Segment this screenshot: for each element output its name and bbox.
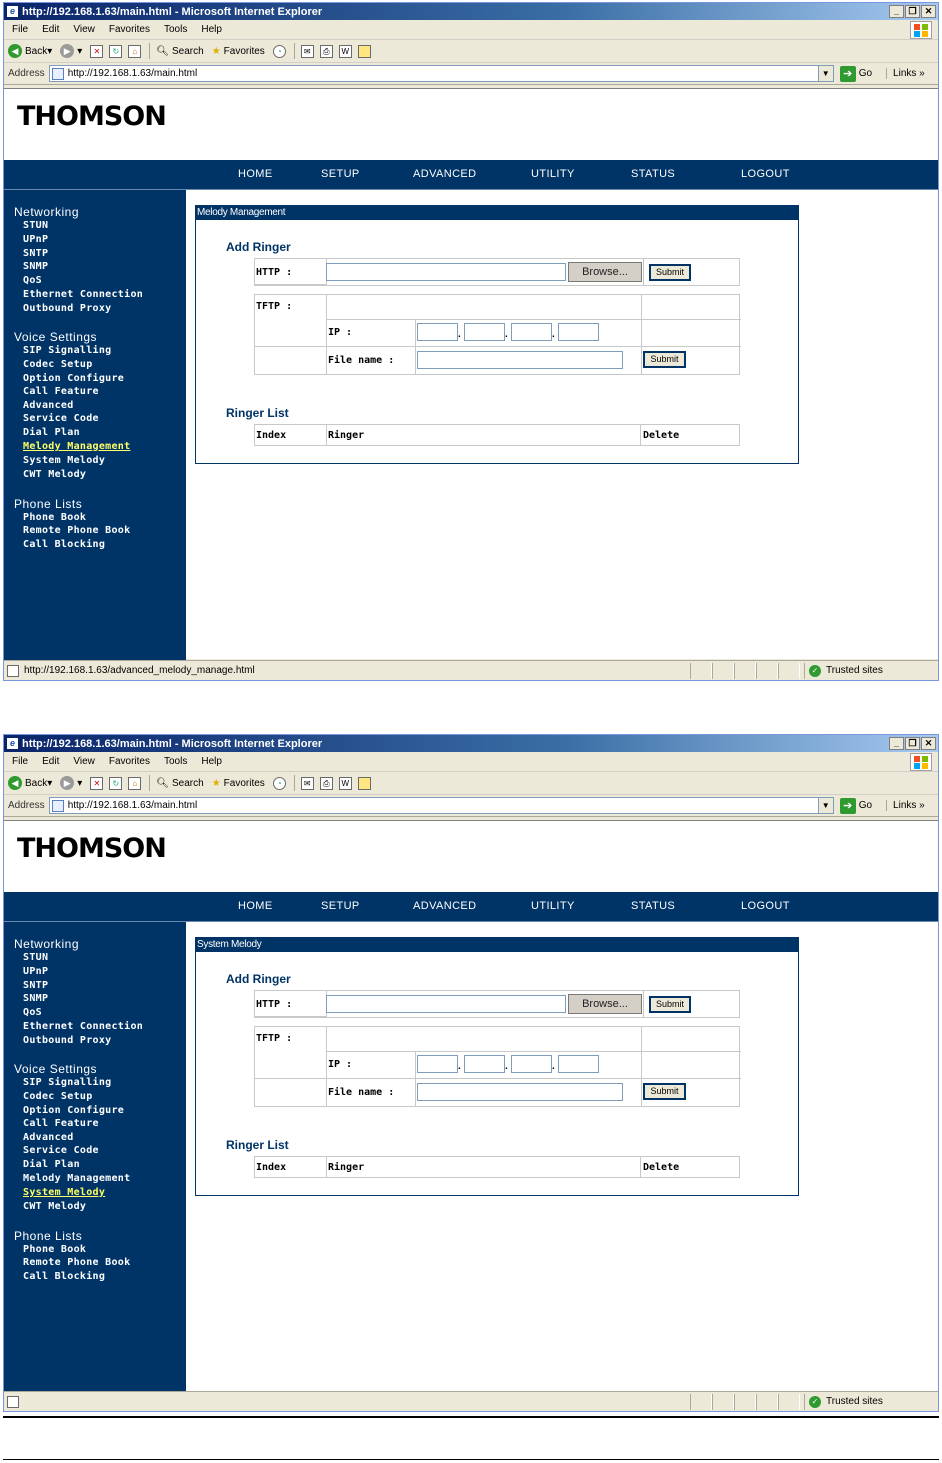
history-icon[interactable]: ◔ xyxy=(273,45,286,58)
ip-octet-4-input[interactable] xyxy=(558,323,599,341)
browse-button[interactable]: Browse... xyxy=(568,262,642,282)
http-submit-button[interactable]: Submit xyxy=(649,996,691,1013)
add-ringer-heading: Add Ringer xyxy=(226,972,291,986)
sidebar-item-melody-management[interactable]: Melody Management xyxy=(23,441,131,452)
sidebar-item-snmp[interactable]: SNMP xyxy=(23,993,49,1004)
melody-panel xyxy=(195,205,799,464)
edit-icon[interactable]: W xyxy=(339,777,352,790)
star-icon: ★ xyxy=(211,45,221,57)
sidebar-item-system-melody[interactable]: System Melody xyxy=(23,455,106,466)
menu-help[interactable]: Help xyxy=(201,756,222,767)
nav-advanced[interactable]: ADVANCED xyxy=(413,168,477,180)
filename-input[interactable] xyxy=(417,1083,623,1101)
sidebar-item-qos[interactable]: QoS xyxy=(23,1007,42,1018)
ringer-list-heading: Ringer List xyxy=(226,1138,289,1152)
nav-setup[interactable]: SETUP xyxy=(321,900,360,912)
nav-home[interactable]: HOME xyxy=(238,168,273,180)
back-button[interactable]: ◀ Back ▾ xyxy=(8,44,52,58)
sidebar-item-upnp[interactable]: UPnP xyxy=(23,966,49,977)
sidebar-item-remote-phone-book[interactable]: Remote Phone Book xyxy=(23,1257,131,1268)
thomson-logo: THOMSON xyxy=(17,833,166,864)
status-bar xyxy=(4,660,938,680)
favorites-button[interactable]: ★ Favorites xyxy=(211,45,265,57)
menu-edit[interactable]: Edit xyxy=(42,24,60,35)
http-url-input[interactable] xyxy=(326,263,566,281)
check-icon: ✓ xyxy=(809,1396,821,1408)
status-bar xyxy=(4,1391,938,1411)
address-bar xyxy=(4,63,938,85)
print-icon[interactable]: ⎙ xyxy=(320,777,333,790)
ip-label: IP : xyxy=(328,1059,353,1070)
forward-button[interactable]: ▶ ▾ xyxy=(60,44,82,58)
sidebar-heading-voice: Voice Settings xyxy=(14,330,98,344)
menu-help[interactable]: Help xyxy=(201,24,222,35)
security-zone: ✓ Trusted sites xyxy=(804,1394,938,1410)
sidebar-item-advanced[interactable]: Advanced xyxy=(23,1132,74,1143)
sidebar-item-remote-phone-book[interactable]: Remote Phone Book xyxy=(23,525,131,536)
menu-view[interactable]: View xyxy=(73,756,95,767)
mail-icon[interactable]: ✉ xyxy=(301,45,314,58)
forward-arrow-icon: ▶ xyxy=(60,44,74,58)
ip-label: IP : xyxy=(328,327,353,338)
links-button[interactable]: Links » xyxy=(886,800,925,811)
add-ringer-heading: Add Ringer xyxy=(226,240,291,254)
sidebar-item-snmp[interactable]: SNMP xyxy=(23,261,49,272)
tftp-label: TFTP : xyxy=(256,1033,293,1044)
home-icon[interactable]: ⌂ xyxy=(128,45,141,58)
check-icon: ✓ xyxy=(809,665,821,677)
menu-edit[interactable]: Edit xyxy=(42,756,60,767)
back-button[interactable]: ◀ Back ▾ xyxy=(8,776,52,790)
page-content xyxy=(4,820,938,1391)
sidebar-item-outbound-proxy[interactable]: Outbound Proxy xyxy=(23,1035,112,1046)
sidebar-item-sntp[interactable]: SNTP xyxy=(23,248,49,259)
address-bar xyxy=(4,795,938,817)
sidebar-item-outbound-proxy[interactable]: Outbound Proxy xyxy=(23,303,112,314)
home-icon[interactable]: ⌂ xyxy=(128,777,141,790)
col-ringer: Ringer xyxy=(328,1162,365,1173)
sidebar-heading-networking: Networking xyxy=(14,205,80,219)
browse-button[interactable]: Browse... xyxy=(568,994,642,1014)
sidebar xyxy=(4,922,186,1392)
menu-file[interactable]: File xyxy=(12,24,29,35)
page-icon xyxy=(52,68,64,80)
nav-status[interactable]: STATUS xyxy=(631,168,676,180)
page-content xyxy=(4,88,938,659)
sidebar-item-melody-management[interactable]: Melody Management xyxy=(23,1173,131,1184)
sidebar-item-sntp[interactable]: SNTP xyxy=(23,980,49,991)
tftp-table: TFTP : IP : . . . File name : Submit xyxy=(254,1026,740,1107)
http-label: HTTP : xyxy=(256,267,293,278)
sidebar-item-codec[interactable]: Codec Setup xyxy=(23,1091,93,1102)
sidebar-item-cwt-melody[interactable]: CWT Melody xyxy=(23,469,87,480)
http-submit-button[interactable]: Submit xyxy=(649,264,691,281)
sidebar-item-ethernet[interactable]: Ethernet Connection xyxy=(23,289,144,300)
address-input[interactable] xyxy=(49,797,834,814)
sidebar-item-stun[interactable]: STUN xyxy=(23,952,49,963)
ip-octet-1-input[interactable] xyxy=(417,1055,458,1073)
toolbar xyxy=(4,772,938,795)
http-row xyxy=(254,990,740,1018)
tftp-table: TFTP : IP : . . . File name : Submit xyxy=(254,294,740,375)
tftp-submit-button[interactable]: Submit xyxy=(643,1083,686,1100)
sidebar-item-dial-plan[interactable]: Dial Plan xyxy=(23,427,80,438)
ip-octet-4-input[interactable] xyxy=(558,1055,599,1073)
toolbar-separator xyxy=(149,43,150,59)
sidebar-item-phone-book[interactable]: Phone Book xyxy=(23,512,87,523)
history-icon[interactable]: ◔ xyxy=(273,777,286,790)
thomson-logo: THOMSON xyxy=(17,101,166,132)
sidebar-item-phone-book[interactable]: Phone Book xyxy=(23,1244,87,1255)
minimize-button[interactable]: _ xyxy=(889,737,904,750)
sidebar-item-ethernet[interactable]: Ethernet Connection xyxy=(23,1021,144,1032)
filename-input[interactable] xyxy=(417,351,623,369)
minimize-button[interactable]: _ xyxy=(889,5,904,18)
ringer-list-table xyxy=(254,424,740,446)
http-row xyxy=(254,258,740,286)
search-icon: 🔍︎ xyxy=(156,777,169,789)
col-index: Index xyxy=(256,1162,287,1173)
forward-button[interactable]: ▶ ▾ xyxy=(60,776,82,790)
top-nav xyxy=(4,160,938,190)
panel-title: Melody Management xyxy=(196,206,798,220)
title-bar xyxy=(4,3,938,20)
mail-icon[interactable]: ✉ xyxy=(301,777,314,790)
sidebar-item-service-code[interactable]: Service Code xyxy=(23,1145,99,1156)
sidebar-heading-phone: Phone Lists xyxy=(14,1229,83,1243)
nav-utility[interactable]: UTILITY xyxy=(531,168,575,180)
go-button[interactable]: ➔ Go xyxy=(840,66,872,82)
sidebar-item-upnp[interactable]: UPnP xyxy=(23,234,49,245)
forward-arrow-icon: ▶ xyxy=(60,776,74,790)
ip-octet-3-input[interactable] xyxy=(511,1055,552,1073)
sidebar-item-call-blocking[interactable]: Call Blocking xyxy=(23,539,106,550)
http-label: HTTP : xyxy=(256,999,293,1010)
address-label: Address xyxy=(8,68,45,79)
window-title: http://192.168.1.63/main.html - Microsoft Internet Explorer xyxy=(22,737,323,750)
menu-bar xyxy=(4,20,938,40)
page-divider xyxy=(3,1416,939,1418)
col-delete: Delete xyxy=(643,430,680,441)
menu-tools[interactable]: Tools xyxy=(163,24,188,35)
sidebar-item-call-blocking[interactable]: Call Blocking xyxy=(23,1271,106,1282)
browser-window-1 xyxy=(3,2,939,681)
refresh-icon[interactable]: ↻ xyxy=(109,45,122,58)
windows-logo-icon xyxy=(910,21,932,39)
sidebar-item-advanced[interactable]: Advanced xyxy=(23,400,74,411)
sidebar-item-cwt-melody[interactable]: CWT Melody xyxy=(23,1201,87,1212)
nav-advanced[interactable]: ADVANCED xyxy=(413,900,477,912)
page-status-icon xyxy=(7,665,19,677)
ip-octet-1-input[interactable] xyxy=(417,323,458,341)
filename-label: File name : xyxy=(328,355,395,366)
page-icon xyxy=(52,800,64,812)
ip-octet-3-input[interactable] xyxy=(511,323,552,341)
menu-bar xyxy=(4,752,938,772)
toolbar-separator xyxy=(294,43,295,59)
stop-icon[interactable]: ✕ xyxy=(90,777,103,790)
address-url: http://192.168.1.63/main.html xyxy=(67,68,198,79)
address-dropdown-icon[interactable]: ▼ xyxy=(818,798,833,813)
sidebar xyxy=(4,190,186,660)
sidebar-item-codec[interactable]: Codec Setup xyxy=(23,359,93,370)
ie-icon: e xyxy=(6,5,19,18)
sidebar-item-option[interactable]: Option Configure xyxy=(23,373,125,384)
sidebar-item-call-feature[interactable]: Call Feature xyxy=(23,386,99,397)
refresh-icon[interactable]: ↻ xyxy=(109,777,122,790)
windows-logo-icon xyxy=(910,753,932,771)
browser-window-2 xyxy=(3,734,939,1412)
nav-status[interactable]: STATUS xyxy=(631,900,676,912)
sidebar-item-qos[interactable]: QoS xyxy=(23,275,42,286)
menu-view[interactable]: View xyxy=(73,24,95,35)
ringer-list-table xyxy=(254,1156,740,1178)
close-button[interactable]: ✕ xyxy=(921,5,936,18)
links-button[interactable]: Links » xyxy=(886,68,925,79)
stop-icon[interactable]: ✕ xyxy=(90,45,103,58)
sidebar-item-call-feature[interactable]: Call Feature xyxy=(23,1118,99,1129)
menu-file[interactable]: File xyxy=(12,756,29,767)
menu-tools[interactable]: Tools xyxy=(163,756,188,767)
sidebar-heading-networking: Networking xyxy=(14,937,80,951)
col-index: Index xyxy=(256,430,287,441)
sidebar-heading-phone: Phone Lists xyxy=(14,497,83,511)
go-arrow-icon: ➔ xyxy=(840,798,856,814)
filename-label: File name : xyxy=(328,1087,395,1098)
messenger-icon[interactable] xyxy=(358,777,371,790)
menu-favorites[interactable]: Favorites xyxy=(108,24,150,35)
back-arrow-icon: ◀ xyxy=(8,44,22,58)
tftp-submit-button[interactable]: Submit xyxy=(643,351,686,368)
restore-button[interactable]: ❐ xyxy=(905,737,920,750)
toolbar xyxy=(4,40,938,63)
print-icon[interactable]: ⎙ xyxy=(320,45,333,58)
ringer-list-heading: Ringer List xyxy=(226,406,289,420)
search-button[interactable]: 🔍︎ Search xyxy=(156,45,204,57)
melody-panel xyxy=(195,937,799,1196)
security-zone: ✓ Trusted sites xyxy=(804,663,938,679)
ie-icon: e xyxy=(6,737,19,750)
status-url: http://192.168.1.63/advanced_melody_manage.html xyxy=(24,665,255,676)
title-bar xyxy=(4,735,938,752)
toolbar-separator xyxy=(294,775,295,791)
sidebar-item-sip[interactable]: SIP Signalling xyxy=(23,1077,112,1088)
tftp-label: TFTP : xyxy=(256,301,293,312)
search-icon: 🔍︎ xyxy=(156,45,169,57)
address-input[interactable] xyxy=(49,65,834,82)
window-title: http://192.168.1.63/main.html - Microsoft Internet Explorer xyxy=(22,5,323,18)
messenger-icon[interactable] xyxy=(358,45,371,58)
page-footer-rule xyxy=(3,1459,939,1460)
restore-button[interactable]: ❐ xyxy=(905,5,920,18)
nav-setup[interactable]: SETUP xyxy=(321,168,360,180)
nav-home[interactable]: HOME xyxy=(238,900,273,912)
nav-logout[interactable]: LOGOUT xyxy=(741,900,790,912)
go-arrow-icon: ➔ xyxy=(840,66,856,82)
page-status-icon xyxy=(7,1396,19,1408)
menu-favorites[interactable]: Favorites xyxy=(108,756,150,767)
back-arrow-icon: ◀ xyxy=(8,776,22,790)
panel-title: System Melody xyxy=(196,938,798,952)
toolbar-separator xyxy=(149,775,150,791)
address-url: http://192.168.1.63/main.html xyxy=(67,800,198,811)
go-button[interactable]: ➔ Go xyxy=(840,798,872,814)
sidebar-item-service-code[interactable]: Service Code xyxy=(23,413,99,424)
col-ringer: Ringer xyxy=(328,430,365,441)
sidebar-item-stun[interactable]: STUN xyxy=(23,220,49,231)
search-button[interactable]: 🔍︎ Search xyxy=(156,777,204,789)
ip-octet-2-input[interactable] xyxy=(464,1055,505,1073)
address-dropdown-icon[interactable]: ▼ xyxy=(818,66,833,81)
sidebar-item-sip[interactable]: SIP Signalling xyxy=(23,345,112,356)
sidebar-item-option[interactable]: Option Configure xyxy=(23,1105,125,1116)
sidebar-item-system-melody[interactable]: System Melody xyxy=(23,1187,106,1198)
star-icon: ★ xyxy=(211,777,221,789)
edit-icon[interactable]: W xyxy=(339,45,352,58)
http-url-input[interactable] xyxy=(326,995,566,1013)
col-delete: Delete xyxy=(643,1162,680,1173)
top-nav xyxy=(4,892,938,922)
sidebar-item-dial-plan[interactable]: Dial Plan xyxy=(23,1159,80,1170)
favorites-button[interactable]: ★ Favorites xyxy=(211,777,265,789)
ip-octet-2-input[interactable] xyxy=(464,323,505,341)
close-button[interactable]: ✕ xyxy=(921,737,936,750)
nav-logout[interactable]: LOGOUT xyxy=(741,168,790,180)
address-label: Address xyxy=(8,800,45,811)
sidebar-heading-voice: Voice Settings xyxy=(14,1062,98,1076)
nav-utility[interactable]: UTILITY xyxy=(531,900,575,912)
